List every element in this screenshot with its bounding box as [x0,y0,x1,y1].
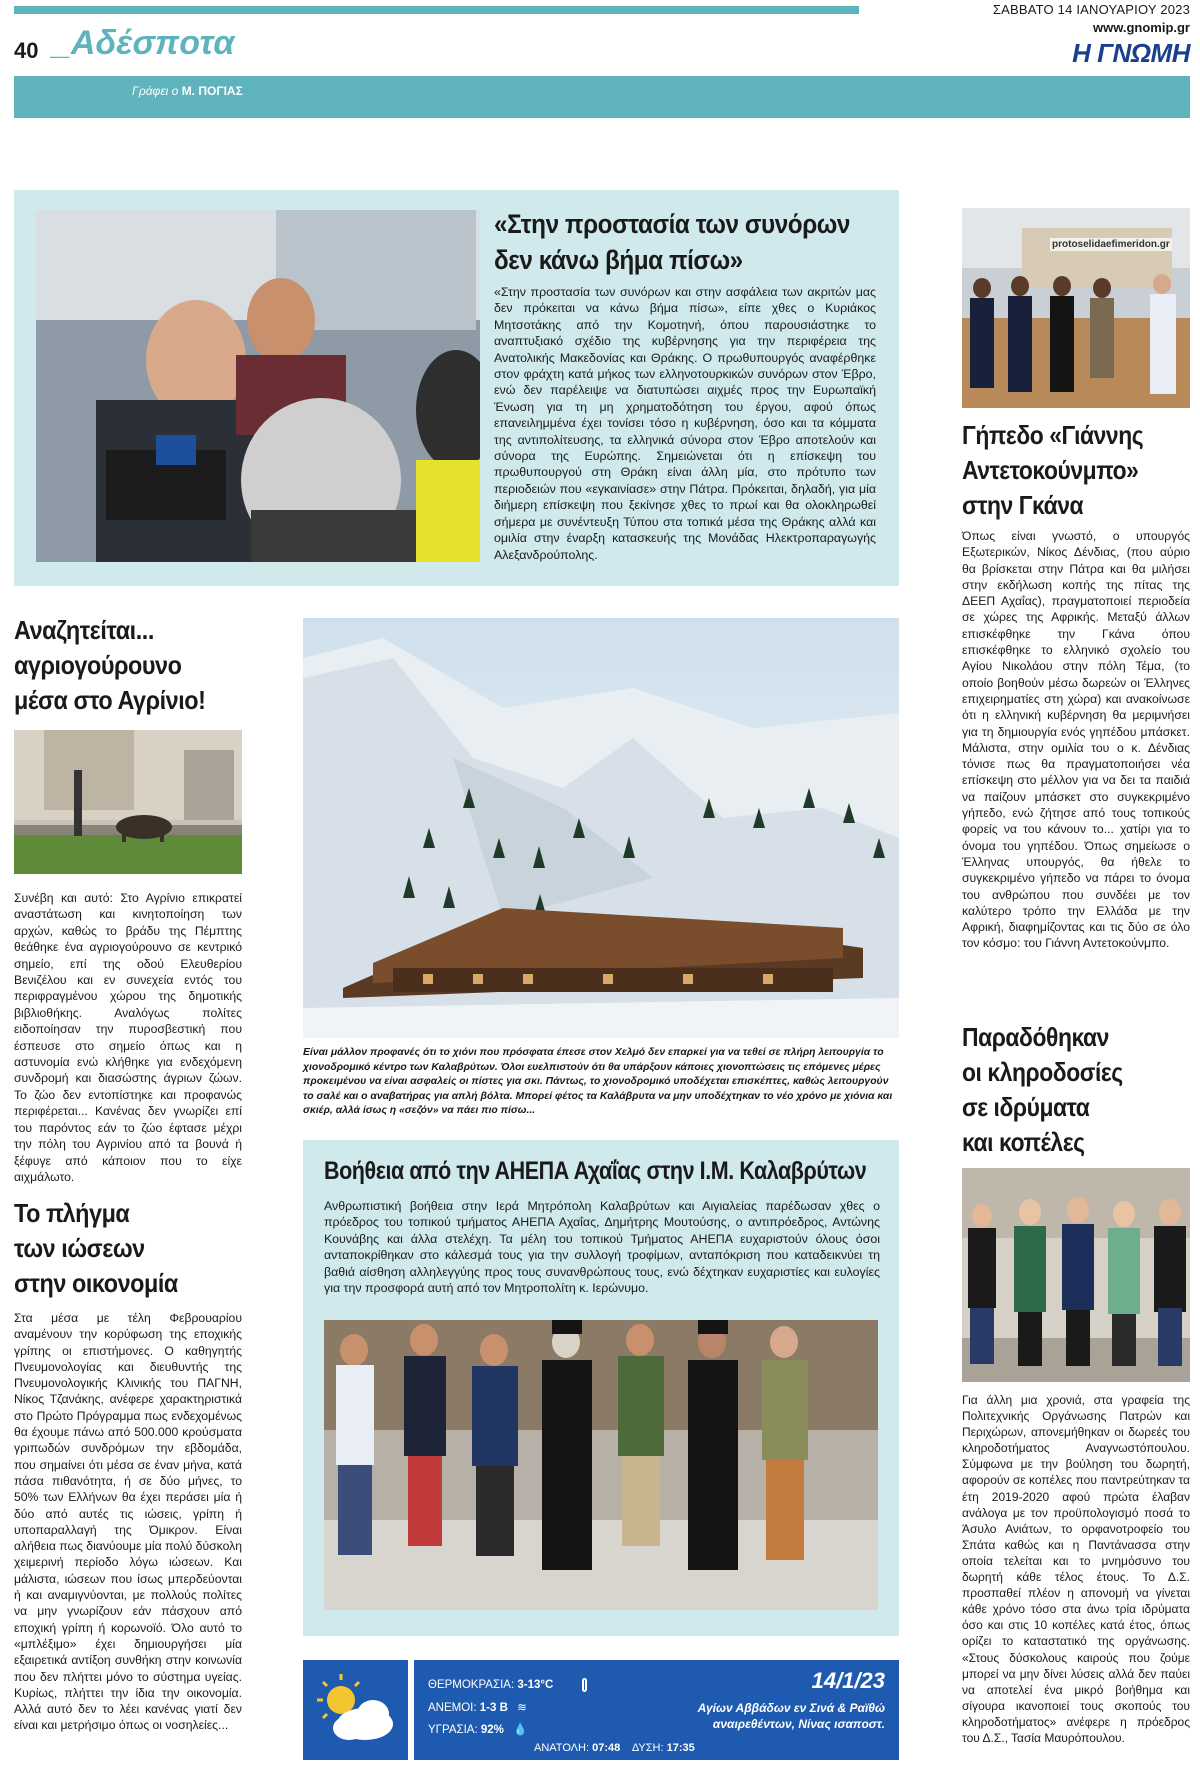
weather-saints-line1: Αγίων Αββάδων εν Σινά & Ραϊθώ [697,1701,885,1715]
main-article-title-line2: δεν κάνω βήμα πίσω» [494,245,743,275]
ahepa-article-title: Βοήθεια από την ΑΗΕΠΑ Αχαΐας στην Ι.Μ. Καλαβρύτων [324,1157,867,1185]
bequest-article-title [962,1020,1123,1160]
boar-article-title [14,613,205,718]
flu-article-body: Στα μέσα με τέλη Φεβρουαρίου αναμένουν την κορύφωση της εποχικής γρίπης οι επιστήμονες. Ο καθηγητής Πνευμονολογίας και διευθυντής της Πνευμονολογικής Κλινικής του ΠΑΓΝΗ, Νίκος Τζανάκης, ανέφερε χαρακτηριστικά στο Πρώτο Πρόγραμμα πως ενδεχομένως θα έχουμε πάνω από 500.000 κρούσματα γριπωδών συνδρόμων την εβδομάδα, που σημαίνει ότι μέσα σε έναν μήνα, κατά πάσα πιθανότητα, ή σε δύο μήνες, το 50% των Ελλήνων θα έχει περάσει μία ή δύο από αυτές τις ιώσεις, γρίπη ή υποπαραλλαγή της Όμικρον. Είναι αλήθεια πως διανύουμε μία πολύ δύσκολη χειμερινή περίοδο λόγω ιώσεων. Και μάλιστα, ιώσεων που ίσως μπερδεύονται ή και αναμιγνύονται, με πολλούς πολίτες να μην γνωρίζουν εάν πάσχουν από εποχική γρίπη ή κορωνοϊό. Όλο αυτό το «μπλέξιμο» έχει δημιουργήσει μία εξαιρετικά αντίξοη συνθήκη στην κοινωνία που δεν πλήττει μόνο το σύστημα υγείας. Κυρίως, πλήττει την ίδια την οικονομία. Αλλά αυτό δεν το λέει κανένας γιατί δεν είναι και μετρήσιμο όπως οι νοσηλείες... [14,1311,242,1733]
bequest-article-title-line2: οι κληροδοσίες [962,1057,1123,1087]
weather-wind-value: 1-3 B [479,1702,508,1714]
byline [132,84,243,98]
main-article-title-line1: «Στην προστασία των συνόρων [494,209,850,239]
section-name: Αδέσποτα [70,24,235,62]
humidity-icon: 💧 [513,1724,528,1736]
flu-article-title-line2: των ιώσεων [14,1233,145,1263]
weather-humidity-row [428,1722,527,1736]
newspaper-logo [1040,38,1190,70]
weather-wind-label: ΑΝΕΜΟΙ: [428,1702,477,1714]
boar-article-title-line1: Αναζητείται... [14,615,154,645]
weather-temp-value: 3-13°C [517,1679,554,1692]
weather-icon-box [303,1660,408,1760]
sunrise-value: 07:48 [592,1742,621,1754]
ski-resort-caption: Είναι μάλλον προφανές ότι το χιόνι που πρόσφατα έπεσε στον Χελμό δεν επαρκεί για να τεθεί σε πλήρη λειτουργία το χιονοδρομικό κέντρο των Καλαβρύτων. Όλοι ευελπιστούν ότι θα υπάρξουν κάποιες χιονοπτώσεις τις επόμενες μέρες προκειμένου να είναι ασφαλείς οι πίστες για σκι. Πάντως, το χιονοδρομικό υποδέχεται επισκέπτες, καθώς λειτουργούν το σαλέ και ο αναβατήρας για απλή βόλτα. Μπορεί φέτος τα Καλάβρυτα να μην υποδέχτηκαν το νέο χρόνο με χιόνια και σκιέρ, αλλά ίσως η «σεζόν» να πάει πιο πίσω... [303,1047,893,1117]
ghana-photo [962,208,1190,408]
header-top-bar [14,6,859,14]
weather-temp-row [428,1678,587,1692]
bequest-photo [962,1168,1190,1382]
weather-date: 14/1/23 [811,1668,885,1693]
weather-saints [698,1700,885,1732]
weather-sun-times [534,1742,695,1754]
section-dash: _ [52,24,71,62]
page-number: 40 [14,38,39,63]
weather-wind-row [428,1700,527,1714]
ahepa-group-photo [324,1320,878,1610]
newspaper-logo-text: Η ΓΝΩΜΗ [1072,38,1190,68]
ghana-article-title-line2: Αντετοκούνμπο» [962,455,1139,485]
byline-prefix: Γράφει ο [132,84,179,98]
ghana-article-title-line3: στην Γκάνα [962,490,1084,520]
partly-cloudy-icon [303,1660,408,1760]
flu-article-title-line1: Το πλήγμα [14,1198,130,1228]
boar-article-title-line2: αγριογούρουνο [14,650,182,680]
ghana-article-title-line1: Γήπεδο «Γιάννης [962,420,1144,450]
ghana-article-body: Όπως είναι γνωστό, ο υπουργός Εξωτερικών, Νίκος Δένδιας, (που αύριο θα βρίσκεται στην Πάτρα και θα μιλήσει στην εκδήλωση κοπής της πίτας της ΔΕΕΠ Αχαΐας), πραγματοποιεί περιοδεία σε χώρες της Αφρικής. Μεταξύ άλλων επισκέφθηκε την Γκάνα όπου επισκέφθηκε το ελληνικό σχολείο του Αγίου Νικολάου στην πόλη Τέμα, (το οποίο βοηθούν μέσω δωρεών οι Έλληνες επιχειρηματίες στη χώρα) και ανακοίνωσε ότι η ελληνική κυβέρνηση θα μεριμνήσει για τη δημιουργία ενός γηπέδου μπάσκετ. Μάλιστα, στην ομιλία του ο κ. Δένδιας τόνισε πως θα πραγματοποιήσει νέα επίσκεψη στο μέλλον για να δει τα παιδιά να παίζουν μπάσκετ στο συγκεκριμένο γήπεδο, ενώ ζήτησε από τους τοπικούς φορείς να του κάνουν το... χατίρι για το όνομα του γηπέδου. Όπως σημείωσε ο Έλληνας υπουργός, θα ήθελε το συγκεκριμένο γήπεδο να πάρει το όνομα του ανθρώπου που συνδέει με τον καλύτερο τρόπο την Ελλάδα με την Αφρική, διαφημίζοντας και τις δύο σε όλο τον κόσμο: του Γιάννη Αντετοκούνμπο. [962,529,1190,951]
bequest-article-title-line4: και κοπέλες [962,1127,1085,1157]
sunset-value: 17:35 [666,1742,695,1754]
weather-saints-line2: αναιρεθέντων, Νίνας ισαποστ. [712,1717,885,1731]
bequest-article-title-line1: Παραδόθηκαν [962,1022,1109,1052]
ahepa-article-body: Ανθρωπιστική βοήθεια στην Ιερά Μητρόπολη Καλαβρύτων και Αιγιαλείας παρέδωσαν χθες ο πρόεδρος του τοπικού τμήματος ΑΗΕΠΑ Αχαΐας, Δημήτρης Μουτούσης, ο αντιπρόεδρος, Αντώνης Κουνάβης και άλλα στελέχη. Τα μέλη του τοπικού Τμήματος ΑΗΕΠΑ ευχαριστούν όλους όσοι ανταποκρίθηκαν στο κάλεσμά τους για την συλλογή τροφίμων, ανταπόκριση που καταδεικνύει τη βαθιά αίσθηση αλληλεγγύης προς τους συνανθρώπους τους, ενώ δέχτηκαν ευχαριστίες και ευλογίες για την προσφορά αυτή από τον Μητροπολίτη κ. Ιερώνυμο. [324,1199,880,1296]
section-title [52,24,234,63]
ghana-article-title [962,418,1143,523]
weather-info-box [414,1660,899,1760]
boar-article-body: Συνέβη και αυτό: Στο Αγρίνιο επικρατεί αναστάτωση και κινητοποίηση των αρχών, καθώς το βράδυ της Πέμπτης θεάθηκε ένα αγριογούρουνο σε κεντρικό σημείο, επί της οδού Ελευθερίου Βενιζέλου και εν συνεχεία εντός του περιφραγμένου χώρου της δημοτικής βιβλιοθήκης. Αναλόγως πολίτες ειδοποίησαν την πυροσβεστική που έσπευσε στο σημείο όπως και η αστυνομία ενώ κλήθηκε για ενδεχόμενη συνδρομή και διασώστης άγριων ζώων. Το ζώο δεν εντοπίστηκε και προφανώς περιφέρεται... Κανένας δεν γνωρίζει επί του παρόντος εάν το ζώο έφτασε μέχρι την πόλη του Αγρινίου από τα βουνά ή ξέφυγε από κάποιον που το είχε αιχμάλωτο. [14,891,242,1184]
bequest-article-title-line3: σε ιδρύματα [962,1092,1090,1122]
main-article-body: «Στην προστασία των συνόρων και στην ασφάλεια των ακριτών μας δεν πρόκειται να κάνω βήμα πίσω», είπε χθες ο Κυριάκος Μητσοτάκης από την Κομοτηνή, όπου παρουσιάστηκε το αναπτυξιακό σχέδιο της κυβέρνησης για την περιφέρεια της Ανατολικής Μακεδονίας και Θράκης. Ο πρωθυπουργός αναφέρθηκε στον φράχτη κατά μήκος των ελληνοτουρκικών συνόρων στον Έβρο, ενώ δεν παρέλειψε να διατυπώσει αιχμές προς την Ευρωπαϊκή Ένωση για τη μη χρηματοδότηση του έργου, αφού όπως επανειλημμένα έχει τονίσει τόσο η κυβέρνηση, όσο και τα κόμματα της αντιπολίτευσης, τα ελληνικά σύνορα στον Έβρο αποτελούν και σύνορα της Ευρώπης. Σημειώνεται ότι η επίσκεψη του πρωθυπουργού στη Θράκη είναι άλλη μία, στο πρότυπο των περιοδειών που «εγκαινίασε» στην Πάτρα. Πρόκειται, δηλαδή, για μία διήμερη επίσκεψη που ξεκίνησε χθες το πρωί και θα ολοκληρωθεί σήμερα με συνέντευξη Τύπου στα τοπικά μέσα της Θράκης αλλά και ομιλία στην έναρξη κατασκευής της Μονάδας Ηλεκτροπαραγωγής Αλεξανδρούπολης. [494,285,876,562]
ski-resort-photo [303,618,899,1038]
main-article-title [494,206,850,278]
header-date: ΣΑΒΒΑΤΟ 14 ΙΑΝΟΥΑΡΙΟΥ 2023 [992,2,1190,17]
thermometer-icon [582,1678,587,1692]
header-website[interactable]: www.gnomip.gr [1092,20,1190,35]
wind-icon: ≋ [517,1702,527,1714]
byline-name: Μ. ΠΟΓΙΑΣ [181,84,243,98]
sunrise-label: ΑΝΑΤΟΛΗ: [534,1742,590,1754]
boar-article-title-line3: μέσα στο Αγρίνιο! [14,685,206,715]
flu-article-title [14,1196,178,1301]
sunset-label: ΔΥΣΗ: [631,1742,664,1754]
byline-bar [14,76,1190,118]
bequest-article-body: Για άλλη μια χρονιά, στα γραφεία της Πολιτεχνικής Οργάνωσης Πατρών και Περιχώρων, απονεμήθηκαν οι δωρεές του κληροδοτήματος Αναγνωστόπουλου. Σύμφωνα με την βούληση του δωρητή, αφορούν σε κοπέλες που παντρεύτηκαν τα έτη 2019-2020 αφού πρώτα έλαβαν ανάλογα με τον προϋπολογισμό ποσά το Άσυλο Ανιάτων, το ορφανοτροφείο του Σπάτα καθώς και η Παντάνασσα στην οποία τελείται και το μνημόσυνο του δωρητή κάθε τέλος έτους. Το Δ.Σ. προσπαθεί πλέον η απονομή να γίνεται κάθε χρόνο τόσο στα άνω τρία ιδρύματα όσο και στις 10 κοπέλες κατά έτος, όπως ορίζει το καταστατικό της οργάνωσης. «Στους δύσκολους καιρούς που ζούμε μπορεί να μην δίνει λύσεις αλλά δεν παύει να αποτελεί ένα μικρό βοήθημα και σίγουρα ικανοποιεί τους σκοπούς του κληροδοτήματος» ανέφερε η πρόεδρος του Δ.Σ., Τασία Μαυρόπουλου. [962,1393,1190,1745]
pm-photo [36,210,480,562]
boar-photo [14,730,242,874]
ghana-photo-watermark: protoselidaefimeridon.gr [1052,239,1170,250]
flu-article-title-line3: στην οικονομία [14,1268,178,1298]
weather-humidity-value: 92% [480,1724,504,1736]
weather-humidity-label: ΥΓΡΑΣΙΑ: [428,1724,478,1736]
weather-temp-label: ΘΕΡΜΟΚΡΑΣΙΑ: [428,1679,515,1692]
